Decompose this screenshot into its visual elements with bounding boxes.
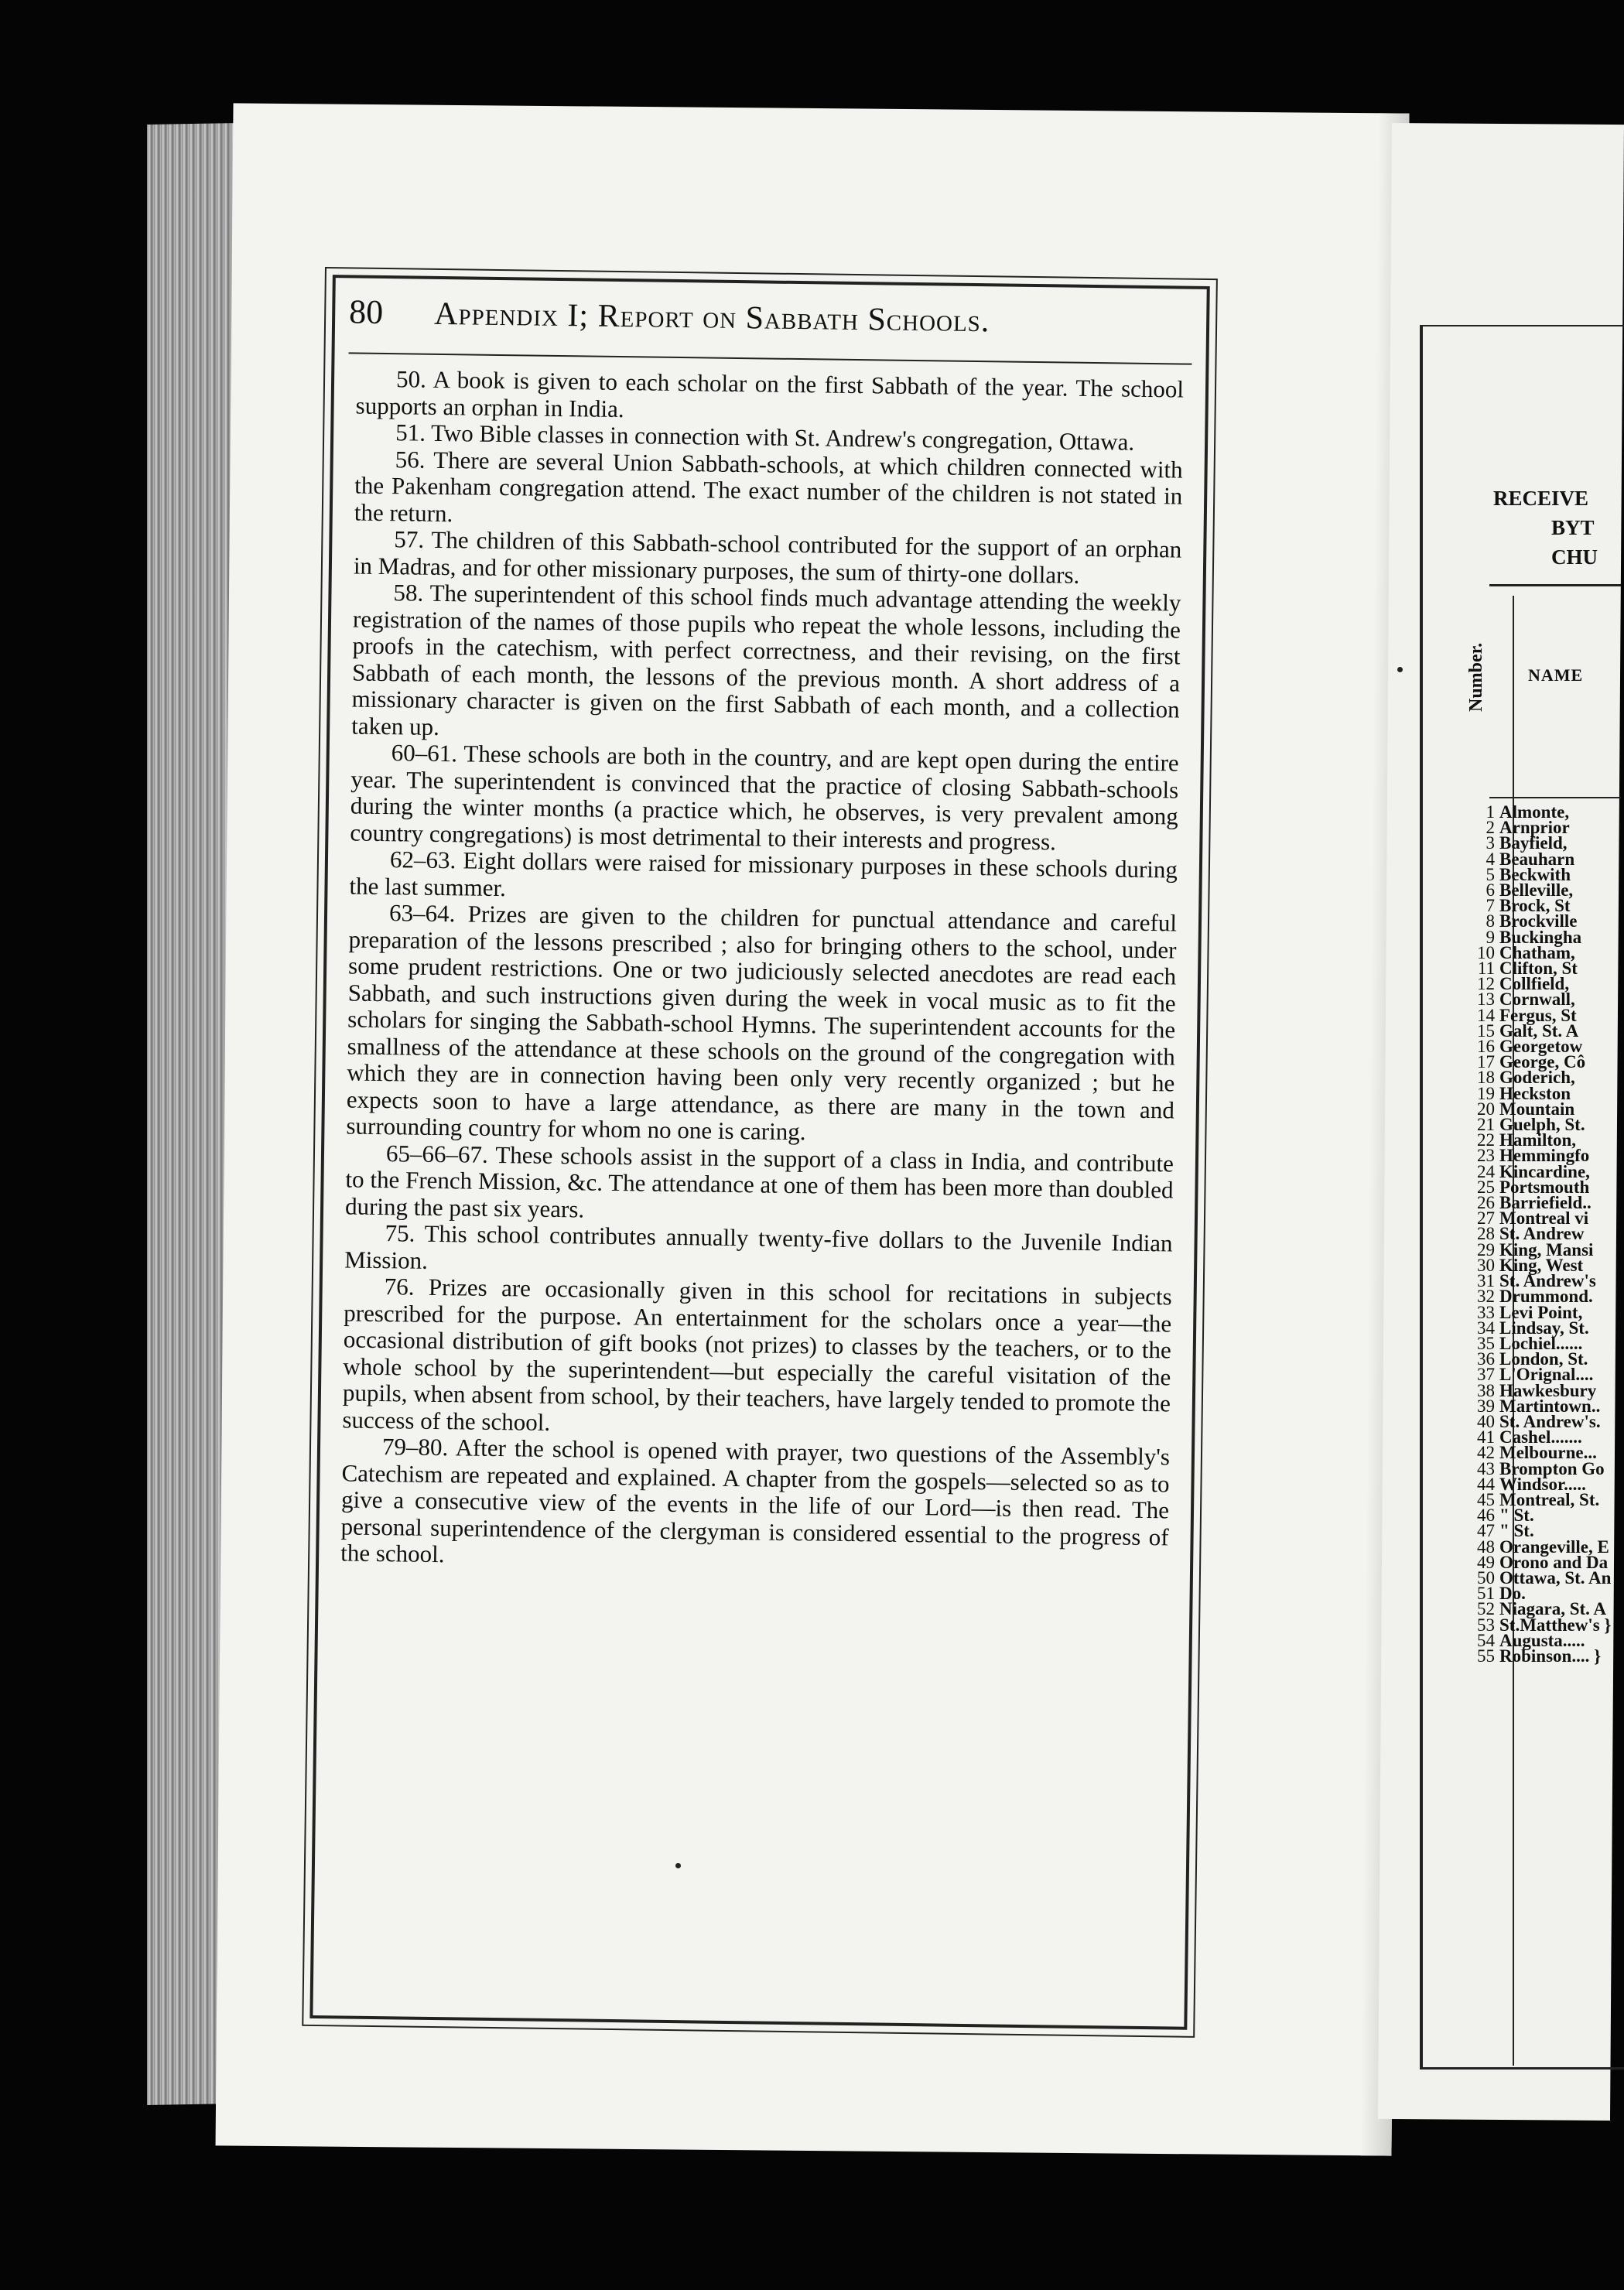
- row-number: 42: [1477, 1443, 1495, 1463]
- row-number: 54: [1477, 1630, 1495, 1650]
- row-name: Barriefield..: [1499, 1193, 1592, 1213]
- row-name: King, West: [1499, 1255, 1584, 1275]
- row-number: 43: [1477, 1458, 1495, 1478]
- row-number: 6: [1486, 880, 1495, 901]
- row-name: Buckingha: [1499, 927, 1582, 947]
- row-number: 33: [1477, 1302, 1495, 1322]
- row-number: 21: [1477, 1115, 1495, 1135]
- row-number: 5: [1486, 864, 1495, 884]
- row-number: 12: [1477, 974, 1495, 994]
- row-number: 39: [1477, 1396, 1495, 1416]
- row-name: Portsmouth: [1499, 1177, 1590, 1197]
- row-name: Brockville: [1499, 911, 1578, 931]
- row-number: 31: [1477, 1271, 1495, 1291]
- row-name: Cashel.......: [1499, 1427, 1582, 1447]
- paragraph: 62–63. Eight dollars were raised for missionary purposes in these schools during the last summer.: [349, 846, 1178, 901]
- row-name: Beckwith: [1499, 864, 1571, 884]
- row-name: Ottawa, St. An: [1499, 1567, 1612, 1588]
- row-number: 40: [1477, 1411, 1495, 1431]
- row-name: Niagara, St. A: [1499, 1599, 1606, 1619]
- row-name: Fergus, St: [1499, 1005, 1577, 1025]
- row-number: 48: [1477, 1536, 1495, 1557]
- heading-line: RECEIVE: [1493, 487, 1589, 510]
- row-number: 38: [1477, 1380, 1495, 1400]
- row-number: 37: [1477, 1365, 1495, 1385]
- row-number: 27: [1477, 1208, 1495, 1229]
- row-number: 4: [1486, 849, 1495, 869]
- table-row: [1447, 1567, 1612, 1588]
- row-name: Mountain: [1499, 1099, 1575, 1119]
- row-name: Montreal, St.: [1499, 1489, 1600, 1509]
- column-header-name: NAME: [1528, 665, 1584, 685]
- row-name: Clifton, St: [1499, 959, 1578, 979]
- row-number: 10: [1477, 942, 1495, 962]
- ink-speck: [1397, 667, 1403, 672]
- row-name: Beauharn: [1499, 849, 1575, 869]
- row-name: St.Matthew's }: [1499, 1615, 1612, 1635]
- row-number: 55: [1477, 1646, 1495, 1666]
- row-name: London, St.: [1499, 1349, 1588, 1369]
- table-rule: [1489, 797, 1621, 798]
- row-number: 44: [1477, 1474, 1495, 1494]
- row-number: 17: [1477, 1052, 1495, 1072]
- paragraph: 58. The superintendent of this school finds much advantage attending the weekly registration of the names of those pupils who repeat the whole lessons, including the proofs in the catechism, with perfect correctness, and their revising, on the first Sabbath of each month, the lessons of the previous month. A short address of a missionary character is given on the first Sabbath of each month, and a collection taken up.: [351, 579, 1181, 740]
- row-number: 49: [1477, 1552, 1495, 1572]
- body-text: [340, 366, 1184, 1577]
- row-name: Windsor.....: [1499, 1474, 1586, 1494]
- row-name: Kincardine,: [1499, 1161, 1590, 1181]
- row-number: 28: [1477, 1224, 1495, 1244]
- paragraph: 51. Two Bible classes in connection with St. Andrew's congregation, Ottawa.: [395, 419, 1135, 456]
- row-name: Chatham,: [1499, 942, 1575, 962]
- paragraph: 56. There are several Union Sabbath-schools, at which children connected with the Pakenham congregation attend. The exact number of the children is not stated in the return.: [354, 445, 1183, 527]
- row-name: George, Cô: [1499, 1052, 1586, 1072]
- row-number: 8: [1486, 911, 1495, 931]
- row-name: St. Andrew's: [1499, 1271, 1596, 1291]
- row-number: 25: [1477, 1177, 1495, 1197]
- right-table-heading: [1493, 484, 1598, 572]
- row-name: Hamilton,: [1499, 1130, 1577, 1150]
- paragraph: 50. A book is given to each scholar on the first Sabbath of the year. The school supports an orphan in India.: [355, 365, 1185, 422]
- row-number: 32: [1477, 1287, 1495, 1307]
- row-name: L'Orignal....: [1499, 1365, 1594, 1385]
- row-name: King, Mansi: [1499, 1239, 1594, 1260]
- row-number: 46: [1477, 1506, 1495, 1526]
- row-name: Brompton Go: [1499, 1458, 1605, 1478]
- row-number: 24: [1477, 1161, 1495, 1181]
- text-frame: [302, 267, 1218, 2038]
- row-number: 47: [1477, 1521, 1495, 1541]
- paragraph: 76. Prizes are occasionally given in this school for recitations in subjects prescribed for the purpose. An entertainment for the scholars once a year—the occasional distribution of gift books (not prizes) to classes by the teachers, or to the whole school by the superintendent—but especially the careful visitation of the pupils, when absent from school, by their teachers, have largely tended to promote the success of the school.: [342, 1273, 1172, 1436]
- row-name: St. Andrew's.: [1499, 1411, 1601, 1431]
- ink-speck: [675, 1863, 681, 1868]
- table-row: [1447, 1646, 1612, 1666]
- row-number: 29: [1477, 1239, 1495, 1260]
- row-name: Do.: [1499, 1584, 1526, 1604]
- row-name: Collfield,: [1499, 974, 1570, 994]
- paragraph: 60–61. These schools are both in the country, and are kept open during the entire year. The superintendent is convinced that the practice of closing Sabbath-schools during the winter months (a practice which, he observes, is very prevalent among country congregations) is most detrimental to their interests and progress.: [350, 739, 1179, 855]
- paragraph: 65–66–67. These schools assist in the support of a class in India, and contribute to the French Mission, &c. The attendance at one of them has been more than doubled during the past six years.: [344, 1139, 1174, 1222]
- row-name: Almonte,: [1499, 802, 1570, 822]
- row-number: 35: [1477, 1333, 1495, 1353]
- page-number: 80: [348, 292, 384, 331]
- row-number: 3: [1486, 833, 1495, 853]
- row-number: 23: [1477, 1146, 1495, 1166]
- row-name: Orangeville, E: [1499, 1536, 1609, 1557]
- row-name: Augusta.....: [1499, 1630, 1585, 1650]
- column-header-number: Number.: [1466, 642, 1486, 712]
- row-name: Drummond.: [1499, 1287, 1593, 1307]
- row-name: Belleville,: [1499, 880, 1574, 901]
- row-number: 14: [1477, 1005, 1495, 1025]
- paragraph: 79–80. After the school is opened with prayer, two questions of the Assembly's Catechism are repeated and explained. A chapter from the gospels—selected so as to give a consecutive view of the events in the life of our Lord—is then read. The personal superintendence of the clergyman is considered essential to the progress of the school.: [340, 1433, 1171, 1568]
- row-number: 53: [1477, 1615, 1495, 1635]
- row-name: Orono and Da: [1499, 1552, 1609, 1572]
- heading-line: CHU: [1551, 545, 1598, 569]
- row-number: 51: [1477, 1584, 1495, 1604]
- row-name: Martintown..: [1499, 1396, 1601, 1416]
- row-name: Lochiel......: [1499, 1333, 1583, 1353]
- row-name: Goderich,: [1499, 1068, 1575, 1088]
- row-name: Levi Point,: [1499, 1302, 1583, 1322]
- row-number: 30: [1477, 1255, 1495, 1275]
- row-name: " St.: [1499, 1521, 1534, 1541]
- row-number: 45: [1477, 1489, 1495, 1509]
- row-name: Brock, St: [1499, 896, 1571, 916]
- row-name: Galt, St. A: [1499, 1020, 1579, 1041]
- row-name: Guelph, St.: [1499, 1115, 1585, 1135]
- running-head: [349, 292, 1201, 357]
- row-number: 9: [1486, 927, 1495, 947]
- row-name: " St.: [1499, 1506, 1534, 1526]
- row-number: 13: [1477, 989, 1495, 1010]
- heading-line: BYT: [1551, 516, 1595, 539]
- row-name: Arnprior: [1499, 818, 1570, 838]
- row-name: St. Andrew: [1499, 1224, 1585, 1244]
- row-name: Georgetow: [1499, 1037, 1583, 1057]
- row-name: Robinson.... }: [1499, 1646, 1602, 1666]
- table-rule: [1489, 584, 1621, 586]
- row-name: Montreal vi: [1499, 1208, 1589, 1229]
- church-list: [1447, 802, 1612, 1666]
- row-number: 41: [1477, 1427, 1495, 1447]
- row-name: Cornwall,: [1499, 989, 1575, 1010]
- row-number: 34: [1477, 1318, 1495, 1338]
- row-number: 36: [1477, 1349, 1495, 1369]
- row-number: 11: [1477, 959, 1495, 979]
- row-number: 50: [1477, 1567, 1495, 1588]
- row-name: Bayfield,: [1499, 833, 1568, 853]
- row-number: 15: [1477, 1020, 1495, 1041]
- paragraph: 57. The children of this Sabbath-school contributed for the support of an orphan in Madras, and for other missionary purposes, the sum of thirty-one dollars.: [353, 525, 1182, 589]
- row-name: Heckston: [1499, 1083, 1571, 1103]
- row-number: 18: [1477, 1068, 1495, 1088]
- row-number: 20: [1477, 1099, 1495, 1119]
- row-number: 26: [1477, 1193, 1495, 1213]
- row-number: 52: [1477, 1599, 1495, 1619]
- row-name: Melbourne...: [1499, 1443, 1597, 1463]
- row-number: 19: [1477, 1083, 1495, 1103]
- paragraph: 75. This school contributes annually twenty-five dollars to the Juvenile Indian Mission.: [344, 1219, 1173, 1274]
- row-name: Hawkesbury: [1499, 1380, 1597, 1400]
- row-number: 16: [1477, 1037, 1495, 1057]
- row-name: Hemmingfo: [1499, 1146, 1590, 1166]
- row-number: 22: [1477, 1130, 1495, 1150]
- row-number: 2: [1486, 818, 1495, 838]
- row-name: Lindsay, St.: [1499, 1318, 1589, 1338]
- paragraph: 63–64. Prizes are given to the children for punctual attendance and careful preparation of the lessons prescribed ; also for bringing others to the school, under some prudent restrictions. One or two judiciously selected anecdotes are read each Sabbath, and such instructions given during the week in vocal music as to fit the scholars for singing the Sabbath-school Hymns. The superintendent accounts for the smallness of the attendance at these schools on the ground of the congregation with which they are in connection having been only very recently organized ; but he expects soon to have a large attendance, as there are many in the town and surrounding country for whom no one is caring.: [346, 899, 1178, 1146]
- row-number: 7: [1486, 896, 1495, 916]
- row-number: 1: [1486, 802, 1495, 822]
- header-title: Appendix I; Report on Sabbath Schools.: [433, 296, 990, 340]
